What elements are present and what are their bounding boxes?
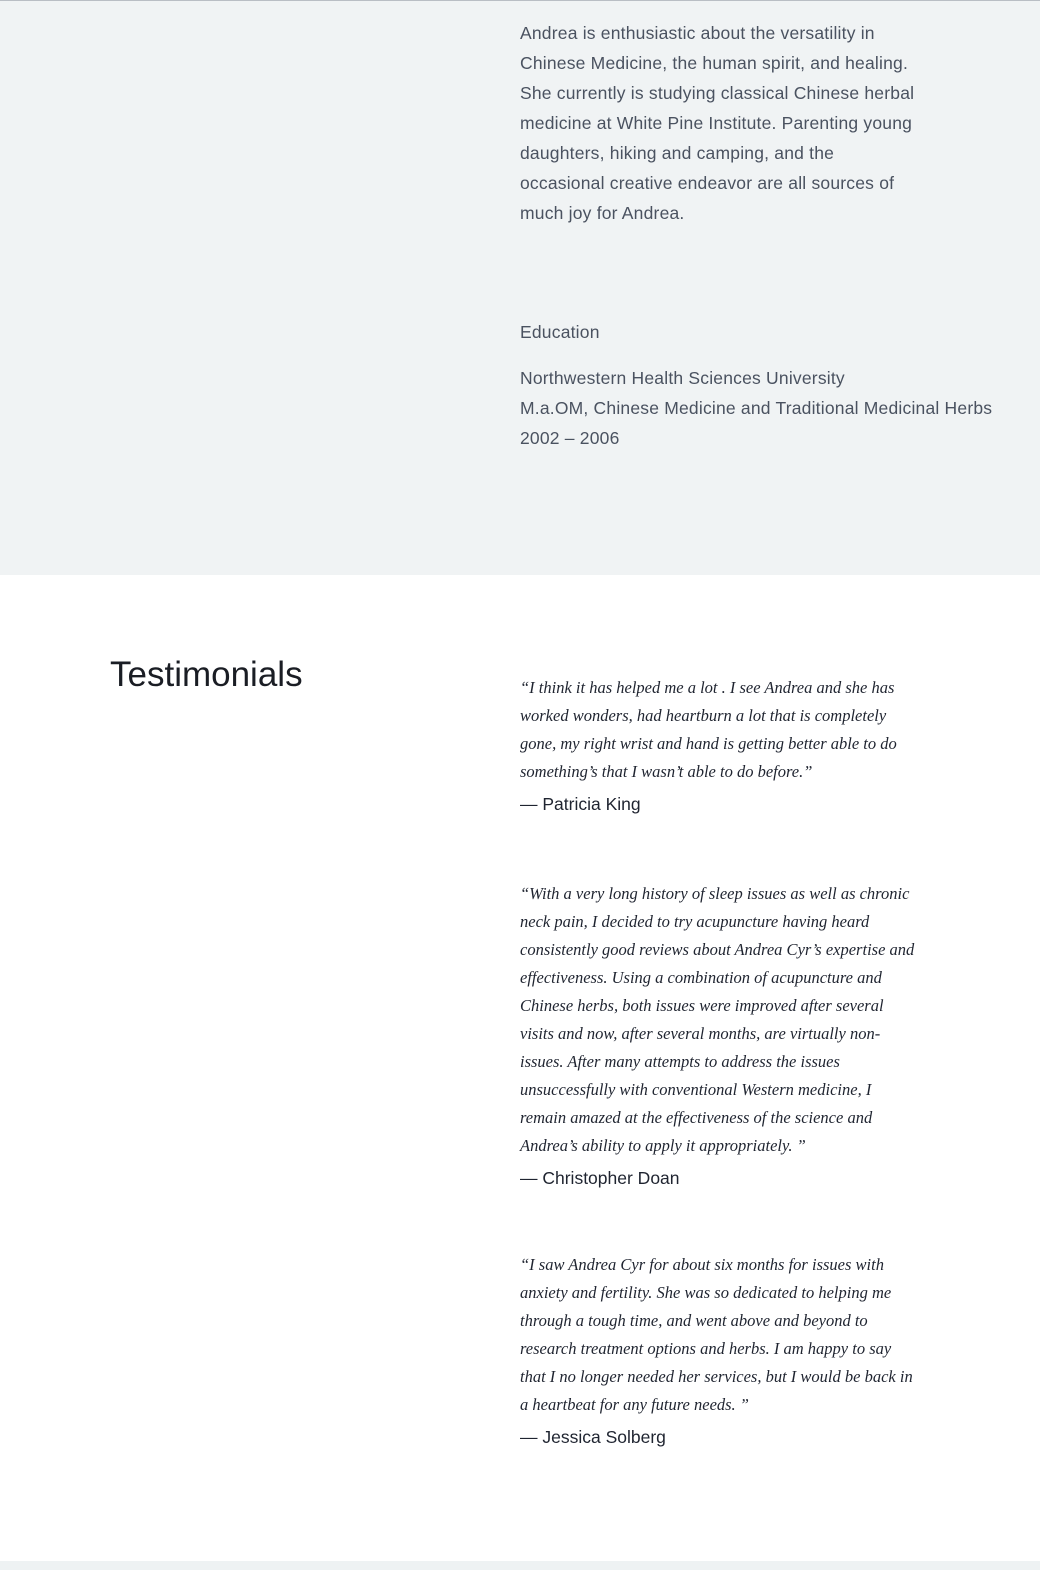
testimonials-section	[0, 575, 1040, 1561]
testimonial-item	[520, 674, 915, 815]
testimonial-author: — Patricia King	[520, 794, 641, 814]
education-school: Northwestern Health Sciences University	[520, 368, 845, 388]
bio-paragraph: Andrea is enthusiastic about the versatility in Chinese Medicine, the human spirit, and healing. She currently is studying classical Chinese herbal medicine at White Pine Institute. Parenting young daughters, hiking and camping, and the occasional creative endeavor are all sources of much joy for Andrea.	[520, 23, 915, 223]
footer-band	[0, 1561, 1040, 1570]
education-list	[520, 363, 992, 453]
testimonial-item	[520, 880, 915, 1189]
testimonial-quote: “I think it has helped me a lot . I see Andrea and she has worked wonders, had heartburn a lot that is completely gone, my right wrist and hand is getting better able to do something’s that I wasn’t able to do before.”	[520, 678, 897, 781]
testimonial-quote: “I saw Andrea Cyr for about six months for issues with anxiety and fertility. She was so dedicated to helping me through a tough time, and went above and beyond to research treatment options and herbs. I am happy to say that I no longer needed her services, but I would be back in a heartbeat for any future needs. ”	[520, 1255, 913, 1414]
testimonial-author: — Jessica Solberg	[520, 1427, 666, 1447]
bio-column	[520, 18, 920, 228]
testimonial-author: — Christopher Doan	[520, 1168, 680, 1188]
education-heading: Education	[520, 322, 600, 342]
testimonial-item	[520, 1251, 915, 1448]
education-years: 2002 – 2006	[520, 428, 620, 448]
testimonial-quote: “With a very long history of sleep issues as well as chronic neck pain, I decided to try acupuncture having heard consistently good reviews about Andrea Cyr’s expertise and effectiveness. Using a combination of acupuncture and Chinese herbs, both issues were improved after several visits and now, after several months, are virtually non-issues. After many attempts to address the issues unsuccessfully with conventional Western medicine, I remain amazed at the effectiveness of the science and Andrea’s ability to apply it appropriately. ”	[520, 884, 915, 1155]
education-degree: M.a.OM, Chinese Medicine and Traditional Medicinal Herbs	[520, 398, 993, 418]
testimonials-title: Testimonials	[110, 655, 303, 694]
about-section	[0, 1, 1040, 575]
